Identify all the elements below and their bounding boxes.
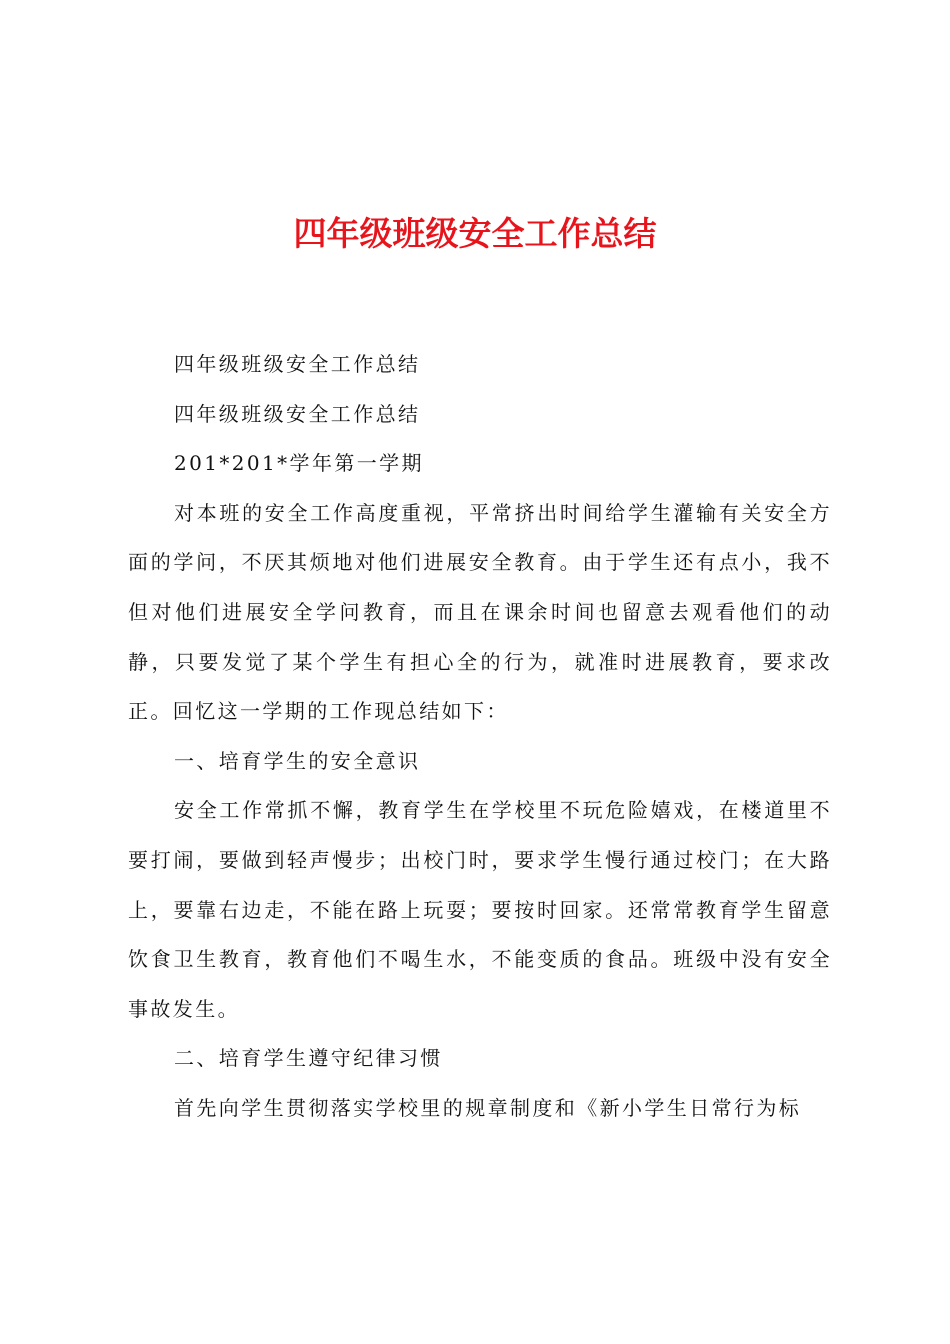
paragraph-semester: 201*201*学年第一学期 — [174, 451, 424, 476]
section-heading-discipline: 二、培育学生遵守纪律习惯 — [174, 1046, 443, 1071]
document-body — [128, 340, 832, 1134]
document-title: 四年级班级安全工作总结 — [293, 214, 657, 253]
paragraph-safety-awareness: 安全工作常抓不懈，教育学生在学校里不玩危险嬉戏，在楼道里不要打闹，要做到轻声慢步；出校门时，要求学生慢行通过校门；在大路上，要靠右边走，不能在路上玩耍；要按时回家。还常常教育学生留意饮食卫生教育，教育他们不喝生水，不能变质的食品。班级中没有安全事故发生。 — [128, 798, 832, 1021]
paragraph-heading-repeat-2: 四年级班级安全工作总结 — [174, 401, 421, 426]
paragraph-discipline: 首先向学生贯彻落实学校里的规章制度和《新小学生日常行为标 — [174, 1095, 802, 1120]
section-heading-safety-awareness: 一、培育学生的安全意识 — [174, 748, 421, 773]
paragraph-intro: 对本班的安全工作高度重视，平常挤出时间给学生灌输有关安全方面的学问，不厌其烦地对他们进展安全教育。由于学生还有点小，我不但对他们进展安全学问教育，而且在课余时间也留意去观看他们的动静，只要发觉了某个学生有担心全的行为，就准时进展教育，要求改正。回忆这一学期的工作现总结如下： — [128, 500, 832, 724]
paragraph-heading-repeat-1: 四年级班级安全工作总结 — [174, 352, 421, 376]
